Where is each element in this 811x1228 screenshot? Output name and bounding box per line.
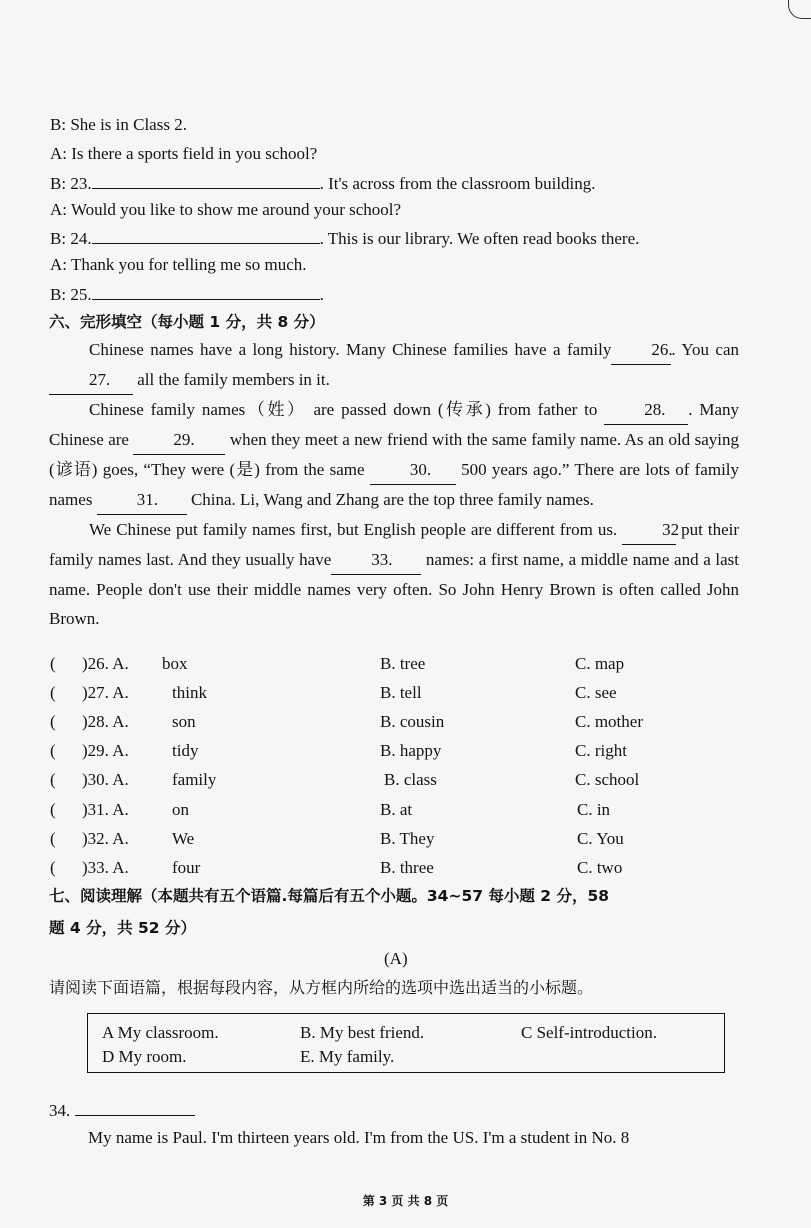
question-number: )28. A. [82, 712, 129, 731]
answer-paren[interactable]: ( [50, 712, 56, 731]
dialogue-text: She is in Class 2. [70, 115, 187, 134]
option-a[interactable]: think [172, 683, 207, 702]
option-b[interactable]: B. at [380, 800, 413, 819]
answer-paren[interactable]: ( [50, 683, 56, 702]
answer-paren[interactable]: ( [50, 800, 56, 819]
question-34-line [49, 1099, 195, 1122]
question-number: )31. A. [82, 800, 129, 819]
speaker-label: B: [50, 174, 67, 193]
dialogue-text: . [319, 285, 324, 304]
answer-blank-34[interactable] [75, 1099, 195, 1116]
option-b[interactable]: B. tell [380, 683, 422, 702]
dialogue-text: . This is our library. We often read books there. [319, 229, 640, 248]
question-number: )30. A. [82, 770, 129, 789]
option-a[interactable]: on [172, 800, 189, 819]
box-option-c: C Self-introduction. [521, 1023, 657, 1042]
option-a[interactable]: tidy [172, 741, 199, 760]
cloze-blank-28[interactable]: 28. [604, 395, 688, 425]
page-footer: 第 3 页 共 8 页 [362, 1194, 449, 1208]
answer-blank-25[interactable] [92, 283, 320, 300]
option-c[interactable]: C. mother [575, 712, 643, 731]
section-7-heading-line-2: 题 4 分，共 52 分） [49, 919, 196, 937]
option-c[interactable]: C. You [577, 829, 624, 848]
option-row-28 [50, 711, 750, 733]
dialogue-line-7 [50, 283, 324, 306]
option-a[interactable]: four [172, 858, 201, 877]
option-row-29 [50, 740, 750, 762]
cloze-blank-30[interactable]: 30. [370, 455, 456, 485]
option-b[interactable]: B. tree [380, 654, 426, 673]
box-option-b: B. My best friend. [300, 1023, 425, 1042]
option-b[interactable]: B. class [384, 770, 437, 789]
option-row-33 [50, 857, 750, 879]
dialogue-line-1 [50, 114, 187, 136]
cloze-blank-29[interactable]: 29. [133, 425, 225, 455]
dialogue-line-6 [50, 254, 307, 276]
cloze-paragraph-1: Chinese names have a long history. Many Chinese families have a family 26.. You can 27. all the family members in it. [49, 335, 739, 395]
option-c[interactable]: C. in [577, 800, 611, 819]
option-row-30 [50, 769, 750, 791]
option-c[interactable]: C. right [575, 741, 627, 760]
option-c[interactable]: C. see [575, 683, 617, 702]
cloze-paragraph-3: We Chinese put family names first, but English people are different from us. 32 put their family names last. And they usually have 33. names: a first name, a middle name and a last name. People don't use their middle names very often. So John Henry Brown is often called John Brown. [49, 515, 739, 633]
speaker-label: B: [50, 229, 67, 248]
question-number: )33. A. [82, 858, 129, 877]
answer-paren[interactable]: ( [50, 829, 56, 848]
option-c[interactable]: C. two [577, 858, 623, 877]
question-number: )29. A. [82, 741, 129, 760]
section-7-heading-line-1: 七、阅读理解（本题共有五个语篇.每篇后有五个小题。34~57 每小题 2 分，58 [49, 887, 610, 905]
cloze-passage [49, 335, 739, 633]
dialogue-line-3 [50, 172, 596, 195]
cloze-blank-32[interactable]: 32 [622, 515, 676, 545]
speaker-label: A: [50, 200, 67, 219]
cloze-blank-33[interactable]: 33. [331, 545, 421, 575]
reading-instruction: 请阅读下面语篇，根据每段内容，从方框内所给的选项中选出适当的小标题。 [49, 978, 594, 997]
part-a-label: (A) [384, 949, 408, 968]
option-row-32 [50, 828, 750, 850]
speaker-label: A: [50, 144, 67, 163]
page-corner-mark [788, 0, 811, 19]
option-row-31 [50, 799, 750, 821]
answer-blank-23[interactable] [92, 172, 320, 189]
option-a[interactable]: son [172, 712, 196, 731]
option-row-27 [50, 682, 750, 704]
cloze-blank-26[interactable]: 26. [611, 335, 671, 365]
speaker-label: B: [50, 115, 67, 134]
option-b[interactable]: B. happy [380, 741, 442, 760]
dialogue-text: Is there a sports field in you school? [71, 144, 318, 163]
option-b[interactable]: B. cousin [380, 712, 445, 731]
answer-blank-24[interactable] [92, 227, 320, 244]
dialogue-text: Thank you for telling me so much. [70, 255, 307, 274]
speaker-label: B: [50, 285, 67, 304]
question-number: 34. [49, 1101, 71, 1120]
option-a[interactable]: family [172, 770, 217, 789]
option-b[interactable]: B. three [380, 858, 434, 877]
box-option-e: E. My family. [300, 1047, 395, 1066]
option-b[interactable]: B. They [380, 829, 435, 848]
answer-paren[interactable]: ( [50, 654, 56, 673]
dialogue-text: Would you like to show me around your school? [70, 200, 402, 219]
option-c[interactable]: C. map [575, 654, 625, 673]
question-number: 24. [70, 229, 92, 248]
cloze-paragraph-2: Chinese family names（姓） are passed down (传承) from father to 28. . Many Chinese are 29. when they meet a new friend with the same family name. As an old saying (谚语) goes, “They were (是) from the same 30. 500 years ago.” There are lots of family names 31. China. Li, Wang and Zhang are the top three family names. [49, 395, 739, 515]
answer-paren[interactable]: ( [50, 858, 56, 877]
dialogue-text: . It's across from the classroom building. [319, 174, 596, 193]
passage-a-first-line: My name is Paul. I'm thirteen years old. I'm from the US. I'm a student in No. 8 [88, 1128, 630, 1147]
box-option-d: D My room. [102, 1047, 187, 1066]
question-number: )32. A. [82, 829, 129, 848]
option-row-26 [50, 653, 750, 675]
question-number: 25. [70, 285, 92, 304]
cloze-blank-27[interactable]: 27. [49, 365, 133, 395]
dialogue-line-2 [50, 143, 317, 165]
question-number: )27. A. [82, 683, 129, 702]
box-option-a: A My classroom. [102, 1023, 219, 1042]
question-number: )26. A. [82, 654, 129, 673]
speaker-label: A: [50, 255, 67, 274]
dialogue-line-5 [50, 227, 639, 250]
cloze-blank-31[interactable]: 31. [97, 485, 187, 515]
answer-paren[interactable]: ( [50, 770, 56, 789]
answer-paren[interactable]: ( [50, 741, 56, 760]
question-number: 23. [70, 174, 92, 193]
section-6-heading: 六、完形填空（每小题 1 分，共 8 分） [49, 313, 325, 331]
option-a[interactable]: We [172, 829, 195, 848]
option-a[interactable]: box [162, 654, 188, 673]
dialogue-line-4 [50, 199, 401, 221]
heading-options-box [87, 1013, 725, 1073]
option-c[interactable]: C. school [575, 770, 640, 789]
